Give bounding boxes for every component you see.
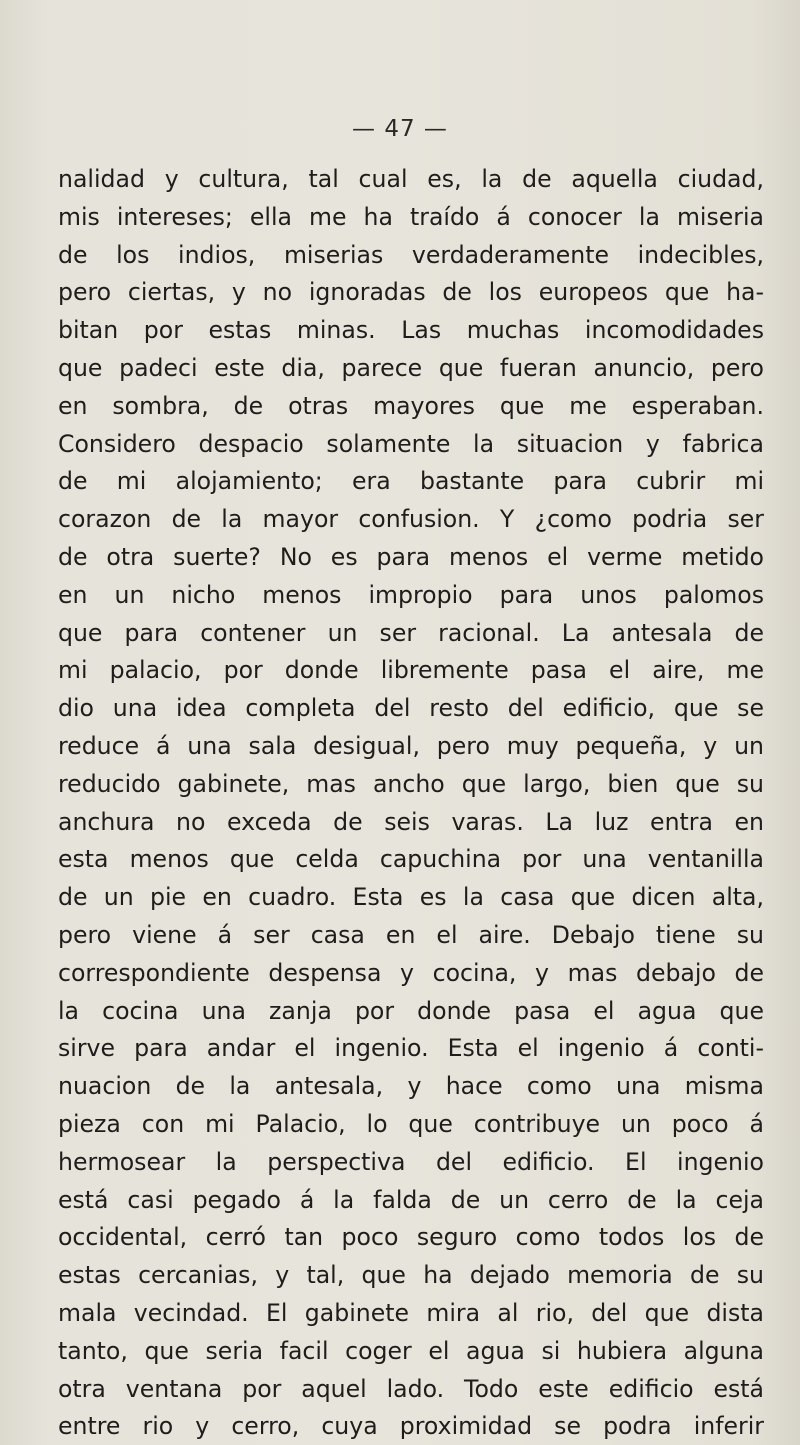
text-line: nalidad y cultura, tal cual es, la de aquella ciudad, bbox=[58, 165, 764, 193]
text-line: tanto, que seria facil coger el agua si hubiera alguna bbox=[58, 1336, 764, 1365]
text-line: está casi pegado á la falda de un cerro de la ceja bbox=[58, 1185, 764, 1214]
text-line: pieza con mi Palacio, lo que contribuye un poco á bbox=[58, 1109, 764, 1138]
text-line: occidental, cerró tan poco seguro como todos los de bbox=[58, 1223, 764, 1252]
text-line: reducido gabinete, mas ancho que largo, bien que su bbox=[58, 769, 764, 798]
text-line: de otra suerte? No es para menos el verme metido bbox=[58, 542, 764, 571]
text-line: de mi alojamiento; era bastante para cubrir mi bbox=[58, 467, 764, 496]
text-line: otra ventana por aquel lado. Todo este edificio está bbox=[58, 1374, 764, 1403]
text-line: anchura no exceda de seis varas. La luz entra en bbox=[58, 807, 764, 836]
text-line: sirve para andar el ingenio. Esta el ingenio á conti- bbox=[58, 1034, 764, 1063]
body-text bbox=[58, 161, 764, 1445]
text-line: en un nicho menos impropio para unos palomos bbox=[58, 580, 764, 609]
page-number: — 47 — bbox=[352, 116, 448, 142]
text-line: correspondiente despensa y cocina, y mas debajo de bbox=[58, 958, 764, 987]
text-line: estas cercanias, y tal, que ha dejado memoria de su bbox=[58, 1261, 764, 1290]
text-line: mala vecindad. El gabinete mira al rio, del que dista bbox=[58, 1298, 764, 1327]
text-line: que para contener un ser racional. La antesala de bbox=[58, 618, 764, 647]
text-line: esta menos que celda capuchina por una ventanilla bbox=[58, 845, 764, 874]
text-line: de los indios, miserias verdaderamente indecibles, bbox=[58, 240, 764, 269]
text-line: Considero despacio solamente la situacion y fabrica bbox=[58, 429, 764, 458]
text-line: dio una idea completa del resto del edificio, que se bbox=[58, 694, 764, 723]
text-line: mis intereses; ella me ha traído á conocer la miseria bbox=[58, 202, 764, 231]
text-line: pero viene á ser casa en el aire. Debajo tiene su bbox=[58, 920, 764, 949]
text-line: corazon de la mayor confusion. Y ¿como podria ser bbox=[58, 505, 764, 534]
text-line: entre rio y cerro, cuya proximidad se podra inferir bbox=[58, 1412, 764, 1441]
text-line: bitan por estas minas. Las muchas incomodidades bbox=[58, 316, 764, 345]
text-line: mi palacio, por donde libremente pasa el aire, me bbox=[58, 656, 764, 685]
text-line: nuacion de la antesala, y hace como una misma bbox=[58, 1072, 764, 1101]
text-line: que padeci este dia, parece que fueran anuncio, pero bbox=[58, 353, 764, 382]
text-line: la cocina una zanja por donde pasa el agua que bbox=[58, 996, 764, 1025]
text-line: pero ciertas, y no ignoradas de los europeos que ha- bbox=[58, 278, 764, 307]
text-line: reduce á una sala desigual, pero muy pequeña, y un bbox=[58, 731, 764, 760]
text-line: en sombra, de otras mayores que me esperaban. bbox=[58, 391, 764, 420]
text-line: de un pie en cuadro. Esta es la casa que dicen alta, bbox=[58, 883, 764, 912]
text-line: hermosear la perspectiva del edificio. El ingenio bbox=[58, 1147, 764, 1176]
